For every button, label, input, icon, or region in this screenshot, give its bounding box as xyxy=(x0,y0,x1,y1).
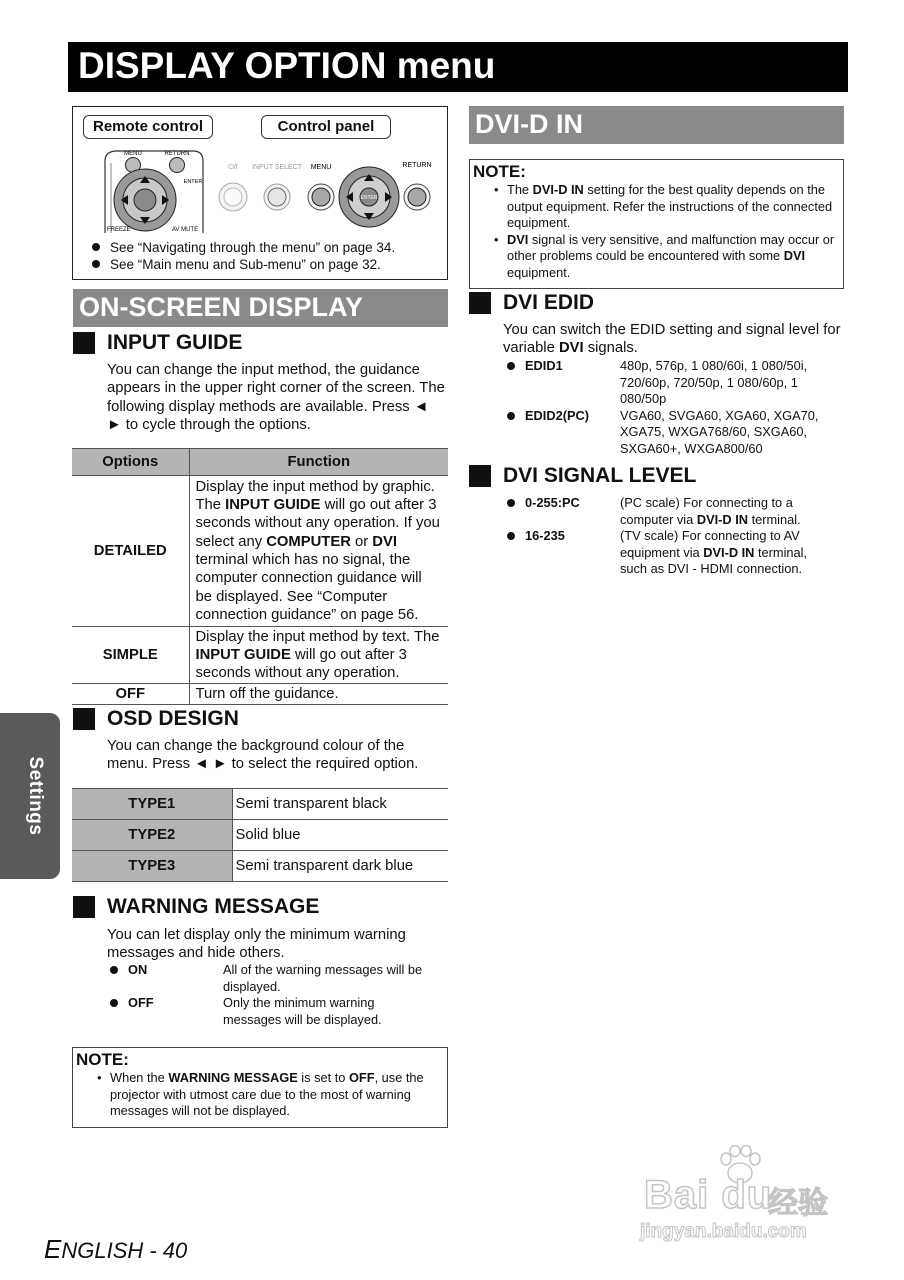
column-header-function: Function xyxy=(189,449,448,476)
warning-options-list xyxy=(107,962,447,1028)
control-panel-illustration xyxy=(211,147,441,233)
list-item xyxy=(107,995,447,1028)
column-header-options: Options xyxy=(72,449,189,476)
osd-design-heading: OSD DESIGN xyxy=(73,706,239,732)
watermark-cn: 经验 xyxy=(768,1187,828,1220)
option-detailed: DETAILED xyxy=(72,476,189,627)
osd-type2-desc: Solid blue xyxy=(232,820,448,851)
watermark-brand: Bai du xyxy=(644,1173,773,1217)
remote-freeze-label: FREEZE xyxy=(107,227,131,233)
edid2-desc: VGA60, SVGA60, XGA60, XGA70, XGA75, WXGA768/60, SXGA60, SXGA60+, WXGA800/60 xyxy=(620,407,819,456)
edid2-label: EDID2(PC) xyxy=(525,407,589,423)
nav-reference-2: See “Main menu and Sub-menu” on page 32. xyxy=(89,256,395,273)
dvi-note-1: • The DVI-D IN setting for the best quality depends on the output equipment. Refer the instructions of the connected equipment. xyxy=(507,182,839,232)
navigation-box xyxy=(72,106,448,280)
settings-side-tab xyxy=(0,713,60,879)
dvi-note-2: • DVI signal is very sensitive, and malfunction may occur or other problems could be encountered with some DVI equipment. xyxy=(507,232,839,282)
list-item xyxy=(504,408,844,458)
osd-type1: TYPE1 xyxy=(72,789,232,820)
panel-return-label: RETURN xyxy=(402,162,432,169)
nav-reference-1: See “Navigating through the menu” on page 34. xyxy=(89,239,395,256)
remote-menu-key-label: MENU xyxy=(124,151,142,157)
warning-message-description: You can let display only the minimum warning messages and hide others. xyxy=(107,927,406,962)
navigation-references xyxy=(89,239,395,273)
table-row xyxy=(72,851,448,882)
side-tab-label: Settings xyxy=(25,756,46,836)
option-simple: SIMPLE xyxy=(72,627,189,684)
warning-on-label: ON xyxy=(128,962,148,977)
note-title: NOTE: xyxy=(76,1050,129,1069)
remote-enter-key-label: ENTER xyxy=(183,179,203,185)
onscreen-display-title: ON-SCREEN DISPLAY xyxy=(73,289,448,327)
function-simple: Display the input method by text. The INPUT GUIDE will go out after 3 seconds without any operation. xyxy=(189,627,448,684)
remote-avmute-label: AV MUTE xyxy=(171,227,199,233)
edid1-desc: 480p, 576p, 1 080/60i, 1 080/50i, 720/60p, 720/50p, 1 080/60p, 1 080/50p xyxy=(620,358,808,407)
warning-off-label: OFF xyxy=(128,995,154,1011)
remote-control-illustration xyxy=(97,147,205,233)
warning-note-text: • When the WARNING MESSAGE is set to OFF, use the projector with utmost care due to the most of warning messages will not be displayed. xyxy=(110,1070,443,1120)
warning-note-box xyxy=(72,1047,448,1128)
input-guide-description: You can change the input method, the guidance appears in the upper right corner of the screen. The following display methods are available. Press ◄ ► to cycle through the options. xyxy=(107,362,445,433)
control-panel-label: Control panel xyxy=(261,115,391,139)
page-title: DISPLAY OPTION menu xyxy=(68,42,848,92)
footer-page-number: NGLISH - 40 xyxy=(61,1238,188,1263)
table-row xyxy=(72,476,448,627)
panel-input-select-label: INPUT SELECT xyxy=(251,164,303,171)
dvi-signal-level-heading: DVI SIGNAL LEVEL xyxy=(469,463,696,489)
function-detailed: Display the input method by graphic. The INPUT GUIDE will go out after 3 seconds without any operation. If you select any COMPUTER or DVI terminal which has no signal, the computer connection guidance will be displayed. See “Computer connection guidance” on page 56. xyxy=(189,476,448,627)
baidu-watermark xyxy=(640,1145,850,1245)
signal-tv-desc: (TV scale) For connecting to AV equipment via DVI-D IN terminal, such as DVI - HDMI connection. xyxy=(620,528,808,577)
signal-pc-label: 0-255:PC xyxy=(525,495,580,510)
dvi-d-in-title: DVI-D IN xyxy=(469,106,844,144)
list-item xyxy=(504,528,844,578)
page-footer xyxy=(44,1234,187,1265)
table-row xyxy=(72,789,448,820)
osd-type2: TYPE2 xyxy=(72,820,232,851)
function-off: Turn off the guidance. xyxy=(189,684,448,705)
warning-off-desc: Only the minimum warning messages will be displayed. xyxy=(223,995,382,1027)
input-guide-table xyxy=(72,448,448,705)
edid-options-list xyxy=(504,358,844,458)
panel-enter-label: ENTER xyxy=(360,195,378,201)
list-item xyxy=(107,962,447,995)
watermark-url: jingyan.baidu.com xyxy=(640,1221,807,1242)
warning-message-heading: WARNING MESSAGE xyxy=(73,894,319,920)
warning-on-desc: All of the warning messages will be displayed. xyxy=(223,962,423,994)
signal-pc-desc: (PC scale) For connecting to a computer via DVI-D IN terminal. xyxy=(620,495,801,527)
input-guide-heading: INPUT GUIDE xyxy=(73,330,242,356)
panel-power-label: ⏻/I xyxy=(228,164,238,171)
note-title: NOTE: xyxy=(473,162,526,181)
dvi-edid-heading: DVI EDID xyxy=(469,290,594,316)
remote-return-key-label: RETURN xyxy=(164,151,190,157)
remote-control-label: Remote control xyxy=(83,115,213,139)
list-item xyxy=(504,495,844,528)
osd-design-table xyxy=(72,788,448,882)
footer-initial: E xyxy=(44,1234,62,1264)
osd-design-description: You can change the background colour of the menu. Press ◄ ► to select the required option. xyxy=(107,738,419,773)
signal-tv-label: 16-235 xyxy=(525,528,565,544)
edid1-label: EDID1 xyxy=(525,358,563,373)
option-off: OFF xyxy=(72,684,189,705)
table-row xyxy=(72,627,448,684)
dvi-note-box xyxy=(469,159,844,289)
signal-level-list xyxy=(504,495,844,578)
panel-menu-label: MENU xyxy=(310,164,332,171)
table-row xyxy=(72,820,448,851)
osd-type3-desc: Semi transparent dark blue xyxy=(232,851,448,882)
osd-type1-desc: Semi transparent black xyxy=(232,789,448,820)
list-item xyxy=(504,358,844,408)
dvi-edid-description: You can switch the EDID setting and signal level for variable DVI signals. xyxy=(503,322,841,357)
osd-type3: TYPE3 xyxy=(72,851,232,882)
table-row xyxy=(72,684,448,705)
